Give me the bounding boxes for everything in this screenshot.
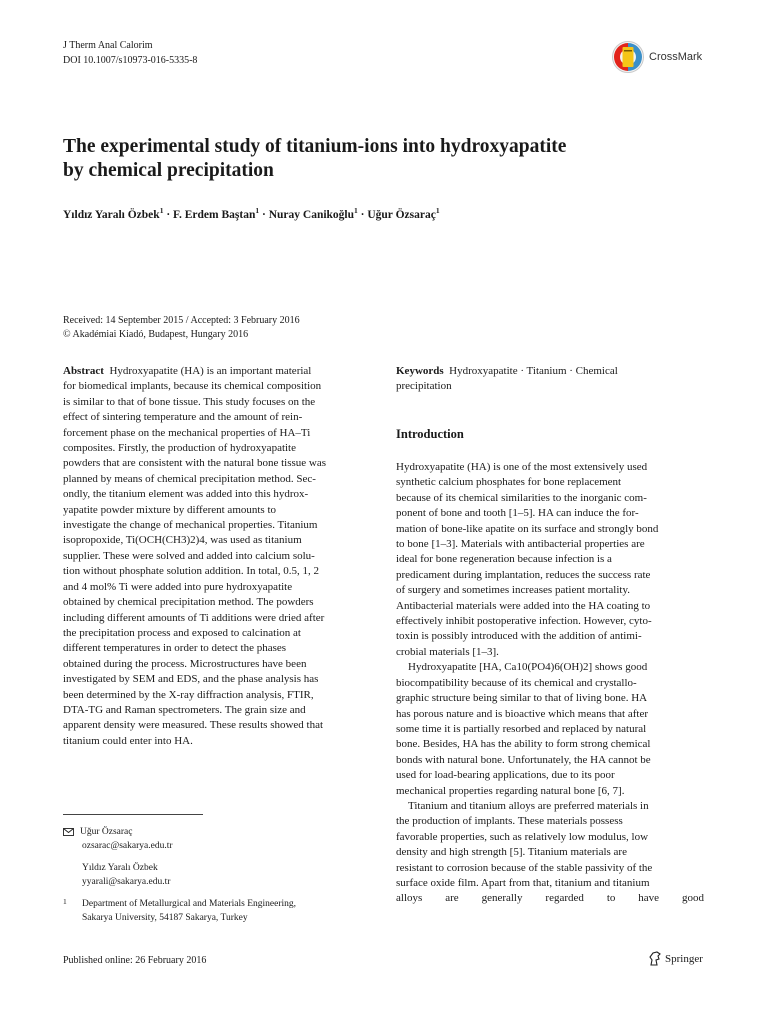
paper-title-line2: by chemical precipitation (63, 160, 274, 181)
crossmark-badge[interactable] (611, 40, 711, 74)
received-dates: Received: 14 September 2015 / Accepted: 3 February 2016 (63, 315, 300, 326)
springer-label: Springer (665, 953, 703, 966)
abstract-line: different temperatures in order to detect the phases (63, 642, 287, 655)
published-online: Published online: 26 February 2016 (63, 955, 207, 966)
intro-line: Hydroxyapatite (HA) is one of the most extensively used (396, 461, 648, 473)
abstract-line: titanium could enter into HA. (63, 734, 193, 747)
intro-line: biocompatibility because of its chemical and crystallo- (396, 676, 637, 689)
abstract-line: powders that are consistent with the natural bone tissue was (63, 457, 327, 470)
intro-line: density and high strength [5]. Titanium materials are (396, 846, 627, 859)
abstract-line: is similar to that of bone tissue. This study focuses on the (63, 395, 316, 408)
abstract-line: composites. Firstly, the production of hydroxyapatite (63, 442, 296, 455)
introduction-body (396, 460, 704, 907)
abstract-line: ondly, the titanium element was added into this hydrox- (63, 488, 309, 501)
intro-line: synthetic calcium phosphates for bone replacement (396, 476, 622, 489)
author-affiliation-marker: 1 (354, 206, 358, 215)
intro-line: mechanical properties regarding natural bone [6, 7]. (396, 784, 625, 797)
keywords (396, 364, 704, 395)
intro-line: effectively inhibit postoperative infection. However, cyto- (396, 615, 652, 628)
abstract-line: obtained during the process. Microstructures have been (63, 657, 307, 670)
intro-line: mation of bone-like apatite on its surface and strongly bond (396, 522, 659, 535)
intro-line: predicament during implantation, reduces the success rate (396, 568, 651, 581)
abstract-line: DTA-TG and Raman spectrometers. The grain size and (63, 703, 306, 716)
intro-line: crobial materials [1–3]. (396, 645, 499, 658)
corresponding-author-email[interactable]: ozsarac@sakarya.edu.tr (82, 840, 173, 851)
author-list (63, 206, 440, 221)
abstract-line: planned by means of chemical precipitation method. Sec- (63, 472, 316, 485)
abstract-line: supplier. These were solved and added into calcium solu- (63, 549, 315, 562)
abstract-line: investigate the change of mechanical properties. Titanium (63, 519, 318, 532)
abstract-line: investigated by SEM and EDS, and the phase analysis has (63, 673, 319, 686)
springer-horse-icon (648, 951, 662, 967)
corresponding-author-name: Uğur Özsaraç (80, 827, 133, 837)
intro-line: Titanium and titanium alloys are preferred materials in (408, 799, 649, 812)
affiliation-line: Department of Metallurgical and Materials Engineering, (82, 899, 297, 909)
abstract-line: been determined by the X-ray diffraction analysis, FTIR, (63, 688, 314, 701)
intro-line: toxin is possibly introduced with the addition of antimi- (396, 630, 642, 643)
keywords-text: precipitation (396, 380, 452, 393)
paper-title-line1: The experimental study of titanium-ions into hydroxyapatite (63, 136, 567, 157)
intro-line: resistant to corrosion because of the stable passivity of the (396, 861, 653, 874)
author-separator: · (261, 208, 266, 221)
abstract-line: Abstract Hydroxyapatite (HA) is an important material (63, 365, 312, 377)
abstract-line: including different amounts of Ti additions were dried after (63, 611, 325, 624)
abstract-line: the precipitation process and exposed to calcination at (63, 626, 301, 639)
intro-line: graphic structure being similar to that of living bone. HA (396, 692, 648, 705)
abstract (63, 364, 373, 749)
abstract-line: effect of sintering temperature and the amount of rein- (63, 411, 303, 424)
author-name[interactable]: Yıldız Yaralı Özbek (63, 208, 160, 221)
intro-line: bonds with natural bone. Unfortunately, the HA cannot be (396, 753, 651, 766)
intro-line: alloys are generally regarded to have good (396, 892, 704, 905)
author-affiliation-marker: 1 (159, 206, 164, 215)
intro-line: surface oxide film. Apart from that, titanium and titanium (396, 876, 650, 889)
affiliation-number: 1 (63, 897, 67, 906)
copyright-notice: © Akadémiai Kiadó, Budapest, Hungary 2016 (63, 329, 249, 340)
abstract-line: isopropoxide, Ti(OCH(CH3)2)4, was used as titanium (63, 534, 302, 547)
intro-line: to bone [1–3]. Materials with antibacterial properties are (396, 538, 645, 551)
author-separator: · (166, 208, 171, 221)
footnote-divider (63, 814, 203, 815)
abstract-line: yapatite powder mixture by different amounts to (63, 503, 277, 516)
intro-line: favorable properties, such as relatively low modulus, low (396, 830, 649, 843)
author-name[interactable]: Uğur Özsaraç (367, 208, 436, 221)
intro-line: Antibacterial materials were added into the HA coating to (396, 599, 651, 612)
intro-line: some time it is partially resorbed and replaced by natural (396, 722, 647, 735)
intro-line: Hydroxyapatite [HA, Ca10(PO4)6(OH)2] shows good (408, 661, 648, 674)
introduction-heading: Introduction (396, 427, 464, 441)
author-affiliation-marker: 1 (255, 206, 260, 215)
abstract-line: tion without phosphate solution addition. In total, 0.5, 1, 2 (63, 565, 320, 578)
affiliation-line: Sakarya University, 54187 Sakarya, Turkey (82, 912, 248, 923)
springer-logo (648, 950, 703, 968)
journal-name: J Therm Anal Calorim (63, 40, 153, 51)
intro-line: ideal for bone regeneration because infection is a (396, 553, 612, 566)
author-separator: · (360, 208, 365, 221)
abstract-line: forcement phase on the mechanical properties of HA–Ti (63, 426, 311, 439)
keywords-text: Hydroxyapatite · Titanium · Chemical (449, 365, 618, 377)
author-name[interactable]: Nuray Canikoğlu (268, 208, 355, 221)
abstract-line: obtained by chemical precipitation method. The powders (63, 596, 314, 609)
abstract-label: Abstract (63, 365, 104, 377)
doi: DOI 10.1007/s10973-016-5335-8 (63, 55, 198, 66)
author-affiliation-marker: 1 (435, 206, 440, 215)
abstract-line: for biomedical implants, because its chemical composition (63, 380, 322, 393)
keywords-label: Keywords (396, 365, 444, 377)
crossmark-icon (611, 40, 647, 74)
correspondence-block (63, 826, 296, 925)
intro-line: has porous nature and is bioactive which means that after (396, 707, 649, 720)
intro-line: bone. Besides, HA has the ability to form strong chemical (396, 738, 651, 751)
intro-line: of surgery and sometimes increases patient mortality. (396, 584, 630, 597)
second-author-name: Yıldız Yaralı Özbek (82, 863, 158, 873)
abstract-line: apparent density were measured. These results showed that (63, 719, 324, 732)
crossmark-label: CrossMark (649, 51, 703, 63)
intro-line: used for load-bearing applications, due to its poor (396, 769, 615, 782)
intro-line: because of its chemical similarities to the inorganic com- (396, 491, 647, 504)
abstract-line: and 4 mol% Ti were added into pure hydroxyapatite (63, 580, 293, 593)
second-author-email[interactable]: yyarali@sakarya.edu.tr (82, 876, 171, 887)
author-name[interactable]: F. Erdem Baştan (173, 208, 256, 221)
envelope-icon (63, 828, 74, 836)
intro-line: ponent of bone and tooth [1–5]. HA can induce the for- (396, 507, 639, 520)
intro-line: the production of implants. These materials possess (396, 815, 623, 828)
